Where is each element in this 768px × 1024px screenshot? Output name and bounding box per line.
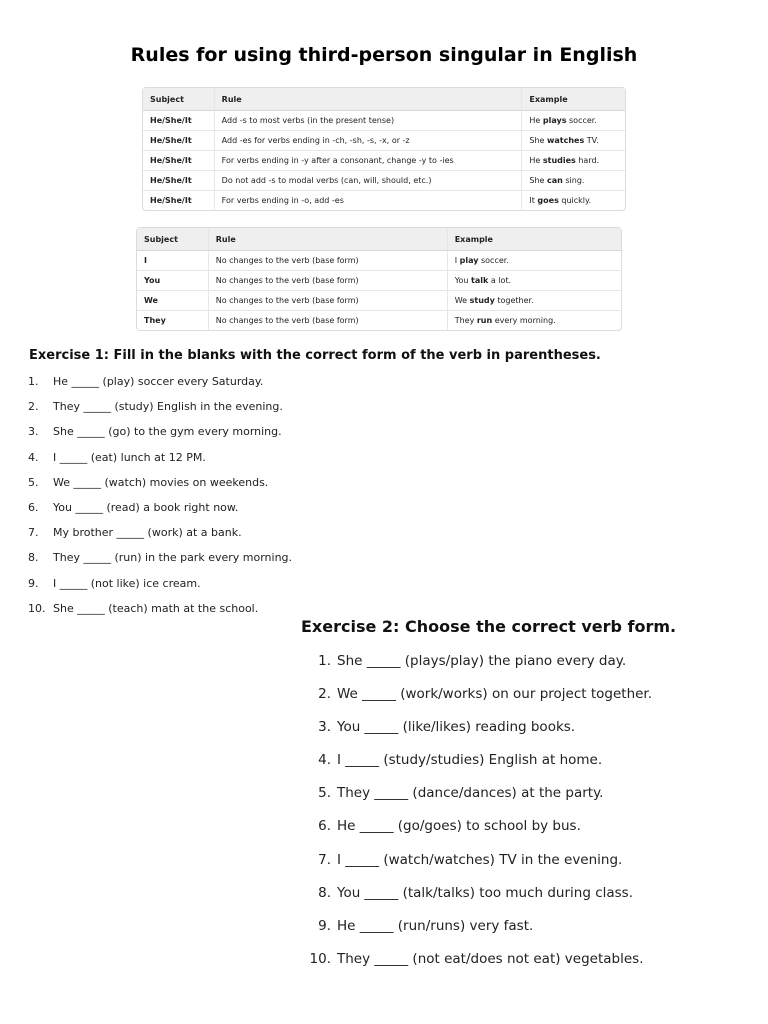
table-row [143,171,625,191]
example-verb: goes [537,196,559,205]
list-item [300,949,652,982]
list-item [28,374,292,399]
column-header: Example [521,88,625,111]
example-text: She [529,136,547,145]
third-person-rules-table [142,87,626,211]
item-number: 8. [28,551,39,565]
example-cell [521,151,625,171]
item-text: You _____ (talk/talks) too much during class. [337,884,634,901]
exercise-1-list [28,374,292,626]
rule-cell: Add -s to most verbs (in the present tense) [214,111,522,131]
item-number: 8. [318,884,331,901]
example-text: soccer. [478,256,509,265]
table-header-row [137,228,621,251]
item-text: They _____ (study) English in the evening. [53,400,283,414]
table-row [143,151,625,171]
example-verb: watches [547,136,585,145]
item-number: 1. [318,653,331,669]
example-text: sing. [562,176,585,185]
item-text: I _____ (not like) ice cream. [53,576,201,590]
rule-cell: Do not add -s to modal verbs (can, will, should, etc.) [214,171,522,191]
example-verb: can [547,176,563,185]
item-number: 2. [318,686,331,703]
example-text: I [454,256,460,265]
example-cell [521,131,625,151]
item-text: You _____ (like/likes) reading books. [337,719,576,736]
item-text: My brother _____ (work) at a bank. [53,526,242,540]
item-number: 7. [318,851,331,868]
example-verb: study [469,296,495,305]
column-header: Rule [208,228,447,251]
example-cell [447,311,621,330]
item-number: 2. [28,400,39,414]
list-item [28,576,292,601]
example-verb: run [476,316,493,325]
table-row [137,291,621,311]
subject-cell: He/She/It [143,171,214,191]
item-text: I _____ (watch/watches) TV in the evening. [337,851,623,868]
item-text: We _____ (watch) movies on weekends. [53,475,269,489]
item-text: She _____ (plays/play) the piano every day. [337,653,627,669]
example-text: together. [494,296,534,305]
list-item [28,399,292,424]
example-text: They [454,316,477,325]
subject-cell: He/She/It [150,196,192,205]
list-item [28,601,292,626]
item-text: They _____ (run) in the park every morning. [53,551,293,565]
item-number: 1. [28,375,39,388]
subject-cell: He/She/It [143,111,214,131]
list-item [300,883,652,916]
list-item [300,717,652,750]
table-row [143,111,625,131]
list-item [28,450,292,475]
example-text: You [454,276,472,285]
example-cell [447,271,621,291]
item-text: I _____ (study/studies) English at home. [337,752,603,769]
example-cell [521,191,625,210]
list-item [300,850,652,883]
item-text: He _____ (go/goes) to school by bus. [337,818,581,835]
example-text: He [529,156,543,165]
item-text: He _____ (run/runs) very fast. [337,917,534,934]
subject-cell: You [137,271,208,291]
list-item [300,684,652,717]
item-number: 9. [28,576,39,590]
item-text: They _____ (not eat/does not eat) vegetables. [337,950,644,967]
rule-cell: No changes to the verb (base form) [208,291,447,311]
list-item [28,550,292,575]
exercise-2-list [300,651,652,982]
example-text: soccer. [566,116,597,125]
table-row [137,311,621,330]
table-row [143,131,625,151]
item-number: 6. [318,818,331,835]
item-number: 9. [318,917,331,934]
example-cell [521,171,625,191]
item-number: 5. [318,785,331,802]
example-verb: plays [542,116,567,125]
subject-cell: He/She/It [143,131,214,151]
column-header: Example [447,228,621,251]
example-cell [447,291,621,311]
rule-cell: Add -es for verbs ending in -ch, -sh, -s, -x, or -z [214,131,522,151]
item-number: 7. [28,526,39,540]
column-header: Subject [137,228,208,251]
list-item [28,475,292,500]
item-number: 10. [309,950,331,967]
item-text: They _____ (dance/dances) at the party. [337,785,604,802]
rule-cell: For verbs ending in -y after a consonant, change -y to -ies [214,151,522,171]
list-item [300,750,652,783]
column-header: Subject [143,88,214,111]
item-text: She _____ (teach) math at the school. [53,601,259,615]
item-number: 4. [28,450,39,464]
table-row [137,251,621,271]
rule-cell: For verbs ending in -o, add -es [214,191,522,210]
rule-cell: No changes to the verb (base form) [208,311,447,330]
rule-cell: No changes to the verb (base form) [208,271,447,291]
subject-cell: We [137,291,208,311]
exercise-2-heading: Exercise 2: Choose the correct verb form. [301,617,677,636]
table-header-row [143,88,625,111]
example-text: He [529,116,543,125]
item-number: 3. [318,719,331,736]
example-text: hard. [575,156,600,165]
item-number: 4. [318,752,331,769]
item-number: 10. [28,601,46,615]
item-number: 5. [28,475,39,489]
item-text: We _____ (work/works) on our project together. [337,686,653,703]
list-item [300,816,652,849]
list-item [300,916,652,949]
column-header: Rule [214,88,522,111]
list-item [28,500,292,525]
item-text: He _____ (play) soccer every Saturday. [53,375,264,388]
list-item [28,525,292,550]
example-text: quickly. [558,196,592,205]
example-verb: talk [471,276,489,285]
example-text: She [529,176,547,185]
example-text: TV. [584,136,599,145]
table-row [137,271,621,291]
item-text: I _____ (eat) lunch at 12 PM. [53,450,206,464]
example-text: every morning. [492,316,556,325]
other-subjects-rules-table [136,227,622,331]
subject-cell: He/She/It [143,151,214,171]
item-text: She _____ (go) to the gym every morning. [53,425,282,439]
list-item [28,424,292,449]
item-number: 6. [28,500,39,514]
list-item [300,783,652,816]
example-text: It [529,196,538,205]
example-verb: studies [542,156,576,165]
list-item [300,651,652,684]
page-title: Rules for using third-person singular in English [130,44,638,66]
rule-cell: No changes to the verb (base form) [208,251,447,271]
subject-cell: I [137,251,208,271]
example-cell [521,111,625,131]
example-text: a lot. [488,276,512,285]
example-text: We [454,296,470,305]
item-text: You _____ (read) a book right now. [53,500,239,514]
exercise-1-heading: Exercise 1: Fill in the blanks with the correct form of the verb in parentheses. [29,348,601,363]
example-cell [447,251,621,271]
table-row [143,191,625,210]
subject-cell: They [144,316,166,325]
example-verb: play [459,256,479,265]
item-number: 3. [28,425,39,439]
